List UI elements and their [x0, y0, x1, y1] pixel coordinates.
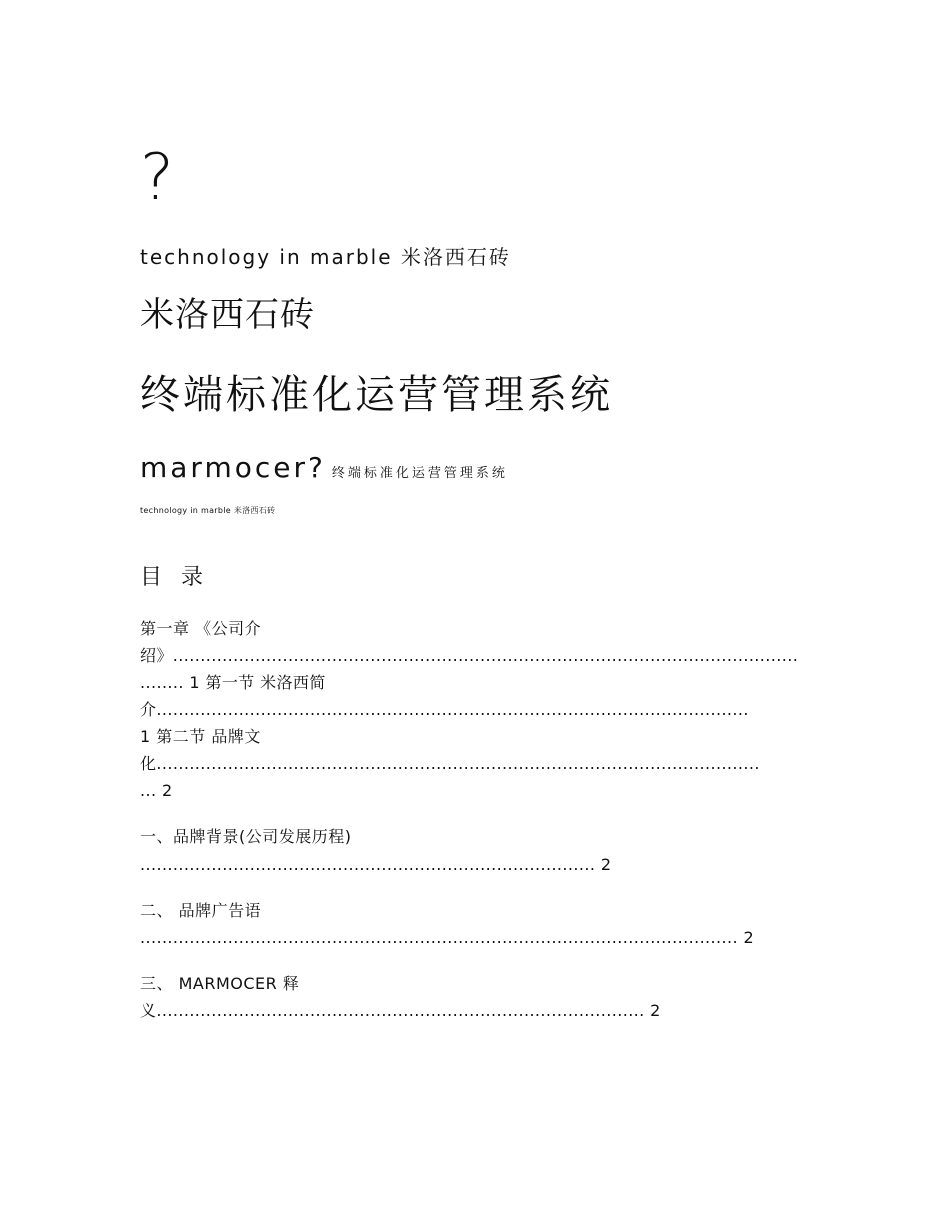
toc-line-section-2-page[interactable]: ... 2: [140, 781, 173, 800]
placeholder-question-mark: ?: [140, 141, 174, 215]
title-line-2: 终端标准化运营管理系统: [140, 372, 613, 418]
brand-subtitle: 终端标准化运营管理系统: [331, 466, 508, 481]
tagline-small: technology in marble 米洛西石砖: [140, 506, 276, 515]
toc-line-item-2-cont[interactable]: ............................................................................................................. 2: [140, 928, 755, 947]
toc-line-item-1[interactable]: 一、品牌背景(公司发展历程): [140, 827, 352, 846]
toc-line-chapter-1[interactable]: 第一章 《公司介: [140, 619, 262, 638]
toc-line-section-1-cont[interactable]: 介............................................................................................................: [140, 700, 749, 719]
toc-line-item-2[interactable]: 二、 品牌广告语: [140, 901, 262, 920]
tagline-top: technology in marble 米洛西石砖: [140, 245, 511, 269]
toc-line-item-3-cont[interactable]: 义......................................................................................... 2: [140, 1001, 661, 1020]
toc-heading: 目 录: [140, 565, 209, 590]
brand-line: [140, 451, 508, 491]
toc-line-section-2[interactable]: 1 第二节 品牌文: [140, 727, 261, 746]
toc-line-section-1[interactable]: ........ 1 第一节 米洛西简: [140, 673, 326, 692]
toc-line-section-2-cont[interactable]: 化..............................................................................................................: [140, 754, 760, 773]
toc-line-item-3[interactable]: 三、 MARMOCER 释: [140, 974, 300, 993]
toc-line-chapter-1-cont[interactable]: 绍》..................................................................................................................: [140, 646, 799, 665]
title-line-1: 米洛西石砖: [140, 295, 315, 335]
toc-line-item-1-cont[interactable]: ................................................................................... 2: [140, 855, 612, 874]
brand-name: marmocer?: [140, 451, 326, 484]
